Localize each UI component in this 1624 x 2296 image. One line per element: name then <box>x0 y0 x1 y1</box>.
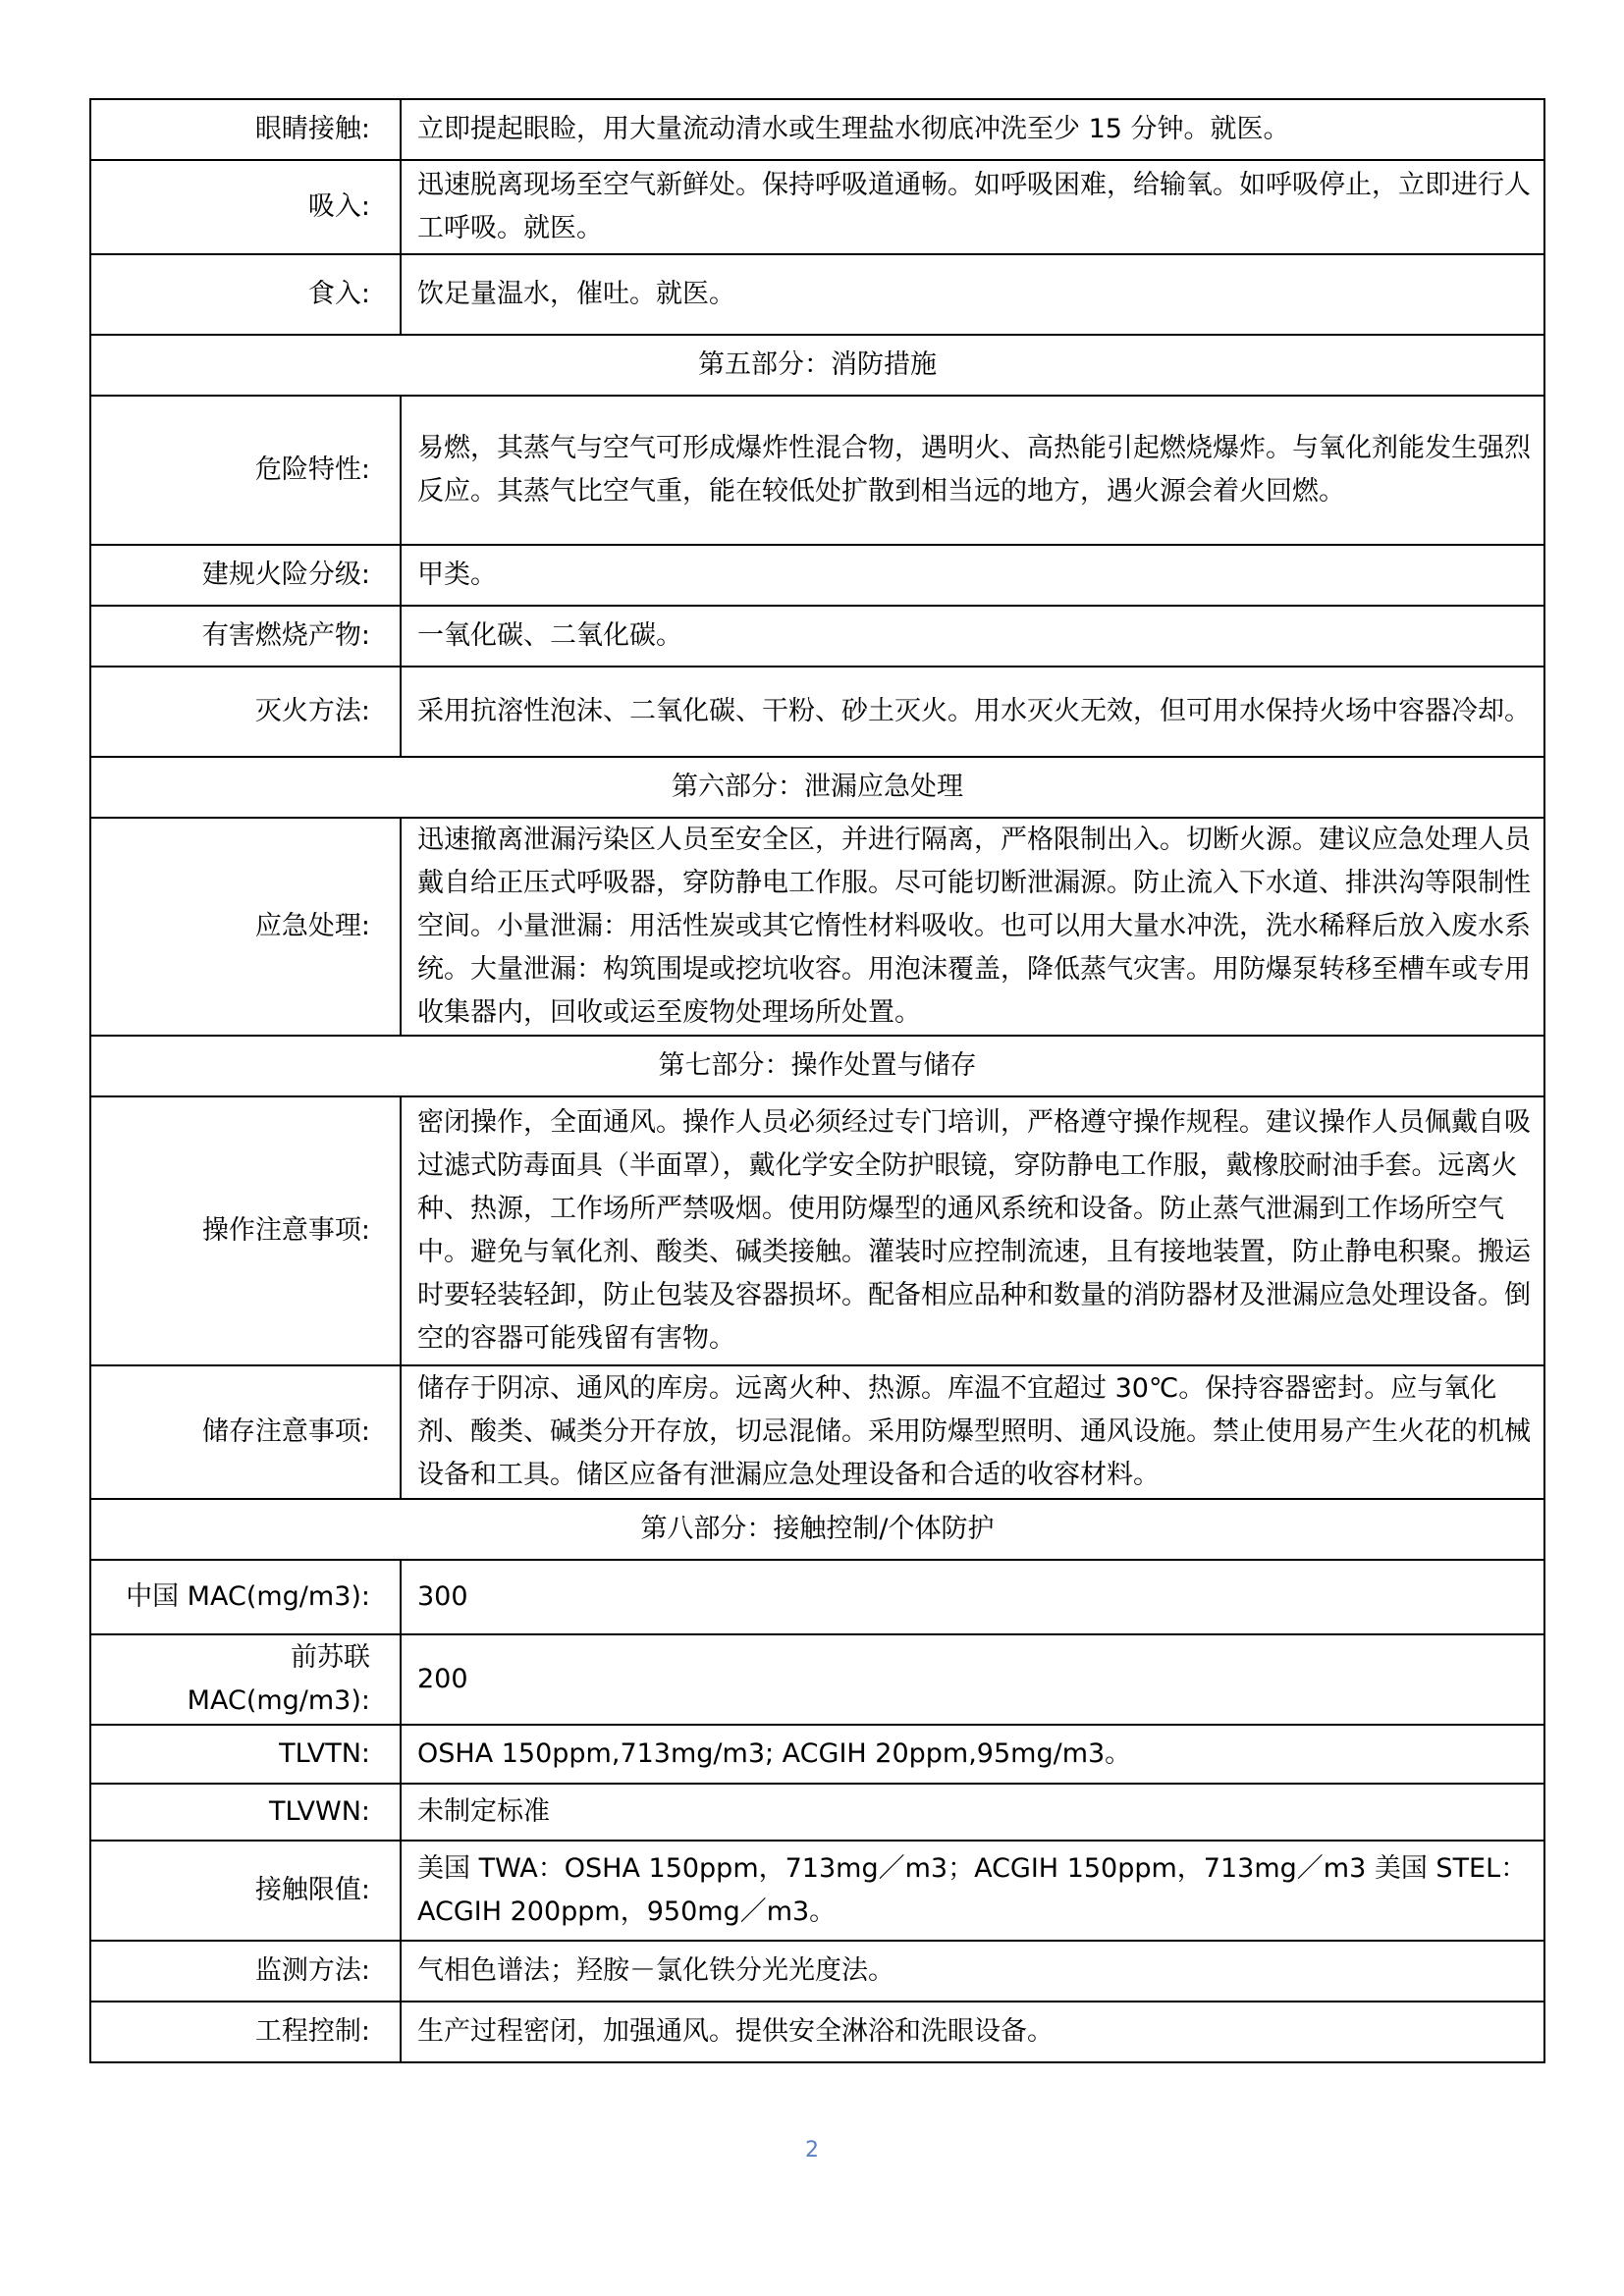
section-header-part6 <box>90 757 1544 818</box>
page-number: 2 <box>805 2138 819 2163</box>
row-monitoring-method <box>90 1941 1544 2002</box>
row-extinguishing-method <box>90 667 1544 757</box>
field-value: 饮足量温水，催吐。就医。 <box>401 254 1544 335</box>
field-label: 操作注意事项: <box>90 1096 401 1365</box>
row-hazard-properties <box>90 396 1544 545</box>
section-title: 第七部分：操作处置与储存 <box>90 1036 1544 1096</box>
field-label: 灭火方法: <box>90 667 401 757</box>
field-value: 迅速撤离泄漏污染区人员至安全区，并进行隔离，严格限制出入。切断火源。建议应急处理人员戴自给正压式呼吸器，穿防静电工作服。尽可能切断泄漏源。防止流入下水道、排洪沟等限制性空间。小量泄漏：用活性炭或其它惰性材料吸收。也可以用大量水冲洗，洗水稀释后放入废水系统。大量泄漏：构筑围堤或挖坑收容。用泡沫覆盖，降低蒸气灾害。用防爆泵转移至槽车或专用收集器内，回收或运至废物处理场所处置。 <box>401 818 1544 1036</box>
field-value: 甲类。 <box>401 545 1544 606</box>
field-label: 前苏联 MAC(mg/m3): <box>90 1634 401 1725</box>
row-exposure-limits <box>90 1841 1544 1941</box>
field-value: OSHA 150ppm,713mg/m3; ACGIH 20ppm,95mg/m3。 <box>401 1725 1544 1784</box>
row-engineering-control <box>90 2002 1544 2062</box>
section-title: 第五部分：消防措施 <box>90 335 1544 396</box>
field-value: 美国 TWA：OSHA 150ppm，713mg／m3；ACGIH 150ppm，713mg／m3 美国 STEL：ACGIH 200ppm，950mg／m3。 <box>401 1841 1544 1941</box>
row-ingestion <box>90 254 1544 335</box>
row-storage-precautions <box>90 1365 1544 1499</box>
field-value: 300 <box>401 1560 1544 1634</box>
row-eye-contact <box>90 99 1544 160</box>
section-header-part7 <box>90 1036 1544 1096</box>
row-tlvtn <box>90 1725 1544 1784</box>
row-fire-risk-class <box>90 545 1544 606</box>
row-combustion-products <box>90 606 1544 667</box>
row-emergency-response <box>90 818 1544 1036</box>
safety-data-table <box>89 98 1545 2063</box>
field-label: TLVWN: <box>90 1784 401 1841</box>
row-inhalation <box>90 160 1544 254</box>
field-value: 未制定标准 <box>401 1784 1544 1841</box>
section-title: 第六部分：泄漏应急处理 <box>90 757 1544 818</box>
field-value: 气相色谱法；羟胺－氯化铁分光光度法。 <box>401 1941 1544 2002</box>
row-tlvwn <box>90 1784 1544 1841</box>
field-value: 生产过程密闭，加强通风。提供安全淋浴和洗眼设备。 <box>401 2002 1544 2062</box>
field-label: 眼睛接触: <box>90 99 401 160</box>
field-value: 立即提起眼睑，用大量流动清水或生理盐水彻底冲洗至少 15 分钟。就医。 <box>401 99 1544 160</box>
section-title: 第八部分：接触控制/个体防护 <box>90 1499 1544 1560</box>
field-label: 危险特性: <box>90 396 401 545</box>
field-value: 一氧化碳、二氧化碳。 <box>401 606 1544 667</box>
field-label: 监测方法: <box>90 1941 401 2002</box>
field-label: 储存注意事项: <box>90 1365 401 1499</box>
section-header-part8 <box>90 1499 1544 1560</box>
field-label: 有害燃烧产物: <box>90 606 401 667</box>
field-value: 储存于阴凉、通风的库房。远离火种、热源。库温不宜超过 30℃。保持容器密封。应与氧化剂、酸类、碱类分开存放，切忌混储。采用防爆型照明、通风设施。禁止使用易产生火花的机械设备和工具。储区应备有泄漏应急处理设备和合适的收容材料。 <box>401 1365 1544 1499</box>
field-label: 中国 MAC(mg/m3): <box>90 1560 401 1634</box>
field-value: 迅速脱离现场至空气新鲜处。保持呼吸道通畅。如呼吸困难，给输氧。如呼吸停止，立即进行人工呼吸。就医。 <box>401 160 1544 254</box>
field-value: 采用抗溶性泡沫、二氧化碳、干粉、砂土灭火。用水灭火无效，但可用水保持火场中容器冷却。 <box>401 667 1544 757</box>
field-label: 建规火险分级: <box>90 545 401 606</box>
field-label: TLVTN: <box>90 1725 401 1784</box>
section-header-part5 <box>90 335 1544 396</box>
row-ussr-mac <box>90 1634 1544 1725</box>
field-value: 200 <box>401 1634 1544 1725</box>
field-label: 吸入: <box>90 160 401 254</box>
field-label: 工程控制: <box>90 2002 401 2062</box>
field-label: 应急处理: <box>90 818 401 1036</box>
row-china-mac <box>90 1560 1544 1634</box>
field-label: 接触限值: <box>90 1841 401 1941</box>
field-value: 密闭操作，全面通风。操作人员必须经过专门培训，严格遵守操作规程。建议操作人员佩戴自吸过滤式防毒面具（半面罩），戴化学安全防护眼镜，穿防静电工作服，戴橡胶耐油手套。远离火种、热源，工作场所严禁吸烟。使用防爆型的通风系统和设备。防止蒸气泄漏到工作场所空气中。避免与氧化剂、酸类、碱类接触。灌装时应控制流速，且有接地装置，防止静电积聚。搬运时要轻装轻卸，防止包装及容器损坏。配备相应品种和数量的消防器材及泄漏应急处理设备。倒空的容器可能残留有害物。 <box>401 1096 1544 1365</box>
field-label: 食入: <box>90 254 401 335</box>
row-handling-precautions <box>90 1096 1544 1365</box>
field-value: 易燃，其蒸气与空气可形成爆炸性混合物，遇明火、高热能引起燃烧爆炸。与氧化剂能发生强烈反应。其蒸气比空气重，能在较低处扩散到相当远的地方，遇火源会着火回燃。 <box>401 396 1544 545</box>
